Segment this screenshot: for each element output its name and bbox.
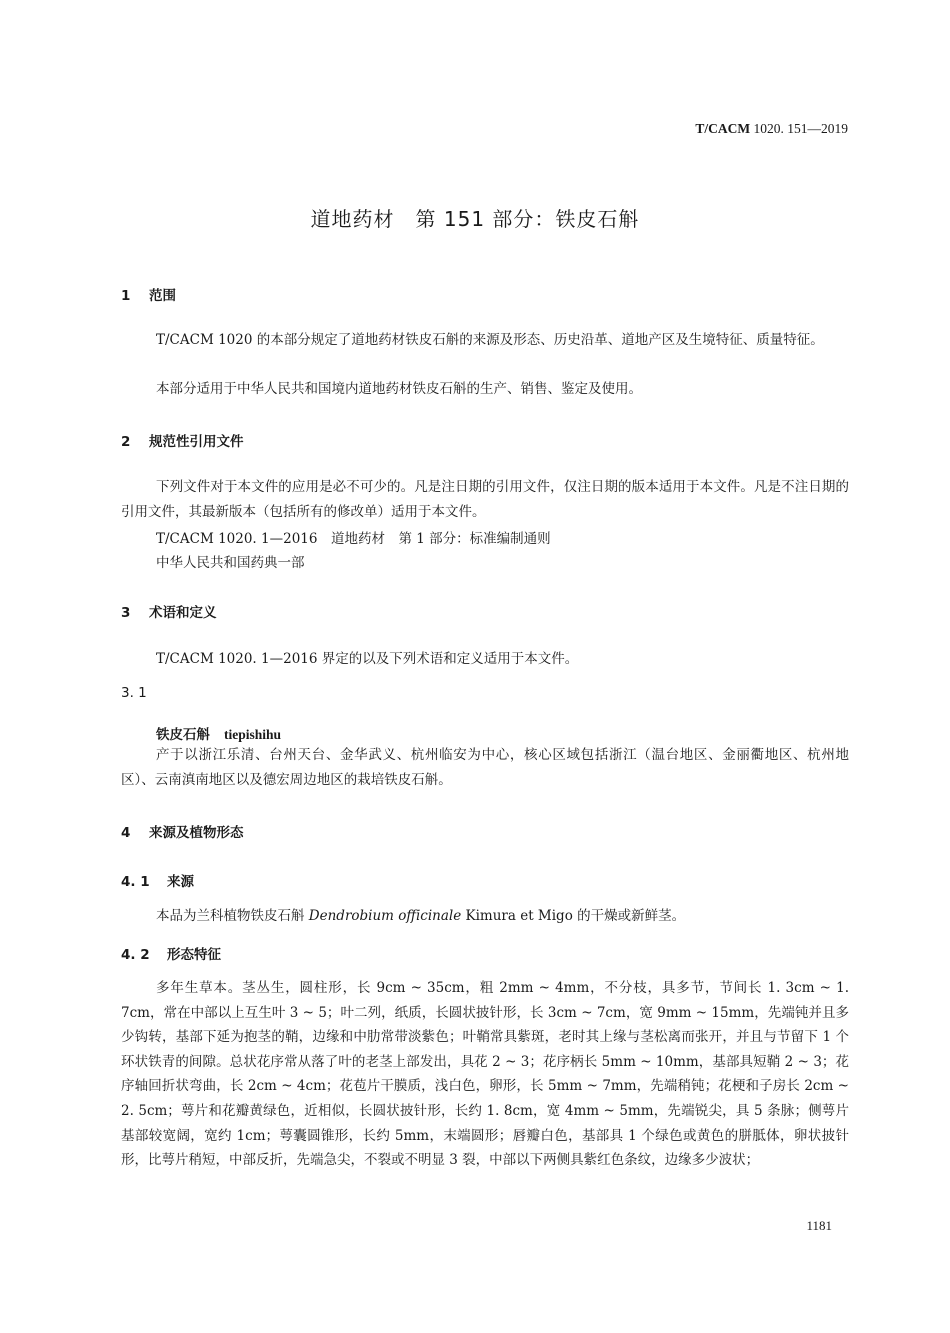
paragraph-normative-refs: 下列文件对于本文件的应用是必不可少的。凡是注日期的引用文件，仅注日期的版本适用于本文件。凡是不注日期的引用文件，其最新版本（包括所有的修改单）适用于本文件。 [121,479,849,520]
term-entry: 铁皮石斛 tiepishihu [156,727,282,743]
paragraph-terms: T/CACM 1020. 1—2016 界定的以及下列术语和定义适用于本文件。 [156,651,579,667]
term-definition: 产于以浙江乐清、台州天台、金华武义、杭州临安为中心，核心区域包括浙江（温台地区、金丽衢地区、杭州地区）、云南滇南地区以及德宏周边地区的栽培铁皮石斛。 [121,747,849,788]
page-number: 1181 [806,1218,832,1233]
paragraph-source: 本品为兰科植物铁皮石斛 Dendrobium officinale Kimura et Migo 的干燥或新鲜茎。 [156,908,686,924]
section-heading-1: 1 范围 [121,288,176,304]
section-heading-4: 4 来源及植物形态 [121,825,244,841]
section-heading-3: 3 术语和定义 [121,605,217,621]
standard-number: T/CACM 1020. 151—2019 [695,121,848,136]
subsection-heading-4-1: 4. 1 来源 [121,874,194,890]
subsection-heading-4-2: 4. 2 形态特征 [121,947,221,963]
paragraph-scope-2: 本部分适用于中华人民共和国境内道地药材铁皮石斛的生产、销售、鉴定及使用。 [156,381,642,397]
document-title: 道地药材 第 151 部分：铁皮石斛 [310,207,640,231]
reference-item-2: 中华人民共和国药典一部 [156,555,305,571]
paragraph-morphology: 多年生草本。茎丛生，圆柱形，长 9cm ~ 35cm，粗 2mm ~ 4mm，不分枝，具多节，节间长 1. 3cm ~ 1. 7cm，常在中部以上互生叶 3 ~ 5；叶二列，纸质，长圆状披针形，长 3cm ~ 7cm，宽 9mm ~ 15mm，先端钝并且多少钩转，基部下延为抱茎的鞘，边缘和中肋常带淡紫色；叶鞘常具紫斑，老时其上缘与茎松离而张开，并且与节留下 1 个环状铁青的间隙。总状花序常从落了叶的老茎上部发出，具花 2 ~ 3；花序柄长 5mm ~ 10mm，基部具短鞘 2 ~ 3；花序轴回折状弯曲，长 2cm ~ 4cm；花苞片干膜质，浅白色，卵形，长 5mm ~ 7mm，先端稍钝；花梗和子房长 2cm ~ 2. 5cm；萼片和花瓣黄绿色，近相似，长圆状披针形，长约 1. 8cm，宽 4mm ~ 5mm，先端锐尖，具 5 条脉；侧萼片基部较宽阔，宽约 1cm；萼囊圆锥形，长约 5mm，末端圆形；唇瓣白色，基部具 1 个绿色或黄色的胼胝体，卵状披针形，比萼片稍短，中部反折，先端急尖，不裂或不明显 3 裂，中部以下两侧具紫红色条纹，边缘多少波状； [121,980,849,1169]
section-heading-2: 2 规范性引用文件 [121,434,244,450]
reference-item-1: T/CACM 1020. 1—2016 道地药材 第 1 部分：标准编制通则 [156,531,551,547]
subsection-heading-3-1: 3. 1 [121,685,147,701]
paragraph-scope-1: T/CACM 1020 的本部分规定了道地药材铁皮石斛的来源及形态、历史沿革、道地产区及生境特征、质量特征。 [156,332,824,348]
